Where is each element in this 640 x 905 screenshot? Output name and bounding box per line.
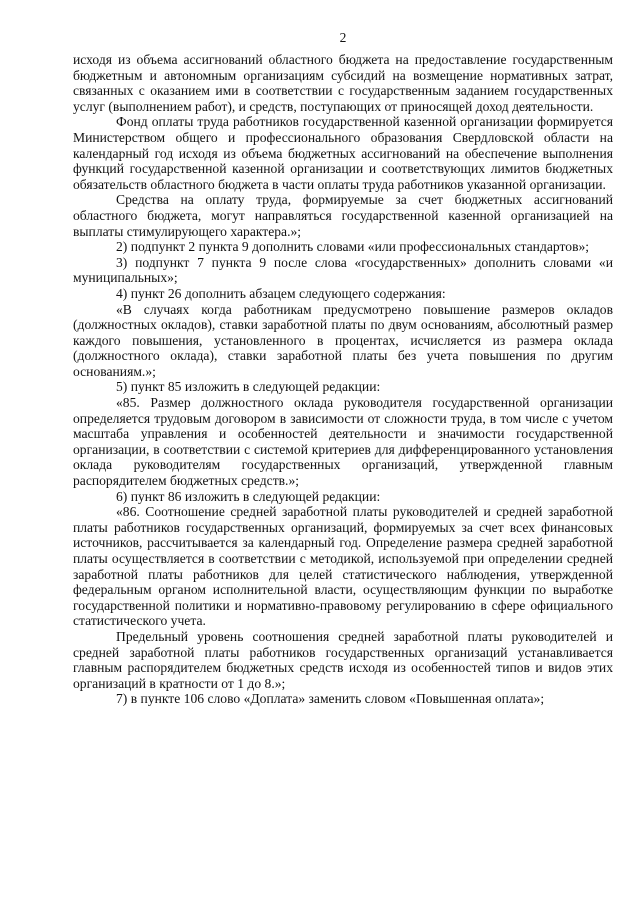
paragraph-salary-increase-quote: «В случаях когда работникам предусмотрено повышение размеров окладов (должностных окладов), ставки заработной платы по двум основаниям, абсолютный размер каждого повышения, установленного в процентах, исчисляется из размера оклада (должностного оклада), ставки заработной платы без учета повышения по другим основаниям.»; — [73, 301, 613, 379]
paragraph-amendment-5: 5) пункт 85 изложить в следующей редакции: — [116, 379, 381, 395]
paragraph-amendment-2: 2) подпункт 2 пункта 9 дополнить словами «или профессиональных стандартов»; — [116, 239, 590, 255]
paragraph-amendment-3: 3) подпункт 7 пункта 9 после слова «государственных» дополнить словами «и муниципальных»; — [73, 254, 613, 286]
paragraph-subsidies-funding: исходя из объема ассигнований областного бюджета на предоставление государственным бюджетным и автономным организациям субсидий на возмещение нормативных затрат, связанных с оказанием ими в соответствии с государственным заданием государственных услуг (выполнением работ), и средств, поступающих от приносящей доход деятельности. — [73, 52, 613, 114]
paragraph-amendment-6: 6) пункт 86 изложить в следующей редакции: — [116, 488, 381, 504]
paragraph-clause-85-quote: «85. Размер должностного оклада руководителя государственной организации определяется трудовым договором в зависимости от сложности труда, в том числе с учетом масштаба управления и особенностей деятельности и значимости государственной организации, в соответствии с системой критериев для дифференцированного установления оклада руководителям государственных организаций, утвержденной главным распорядителем бюджетных средств.»; — [73, 395, 613, 489]
document-page — [73, 30, 613, 707]
paragraph-amendment-4: 4) пункт 26 дополнить абзацем следующего содержания: — [116, 285, 446, 301]
page-number: 2 — [339, 30, 347, 45]
paragraph-salary-ratio-limit: Предельный уровень соотношения средней заработной платы руководителей и средней заработной платы работников государственных организаций устанавливается главным распорядителем бюджетных средств исходя из особенностей типов и видов этих организаций в кратности от 1 до 8.»; — [73, 628, 613, 691]
paragraph-incentive-payments: Средства на оплату труда, формируемые за счет бюджетных ассигнований областного бюджета, могут направляться государственной казенной организацией на выплаты стимулирующего характера.»; — [73, 192, 613, 239]
paragraph-state-institution-wage-fund: Фонд оплаты труда работников государственной казенной организации формируется Министерством общего и профессионального образования Свердловской области на календарный год исходя из объема бюджетных ассигнований на обеспечение выполнения функций государственной казенной организации и соответствующих лимитов бюджетных обязательств областного бюджета в части оплаты труда работников указанной организации. — [73, 114, 613, 192]
paragraph-clause-86-quote: «86. Соотношение средней заработной платы руководителей и средней заработной платы работников государственных организаций, формируемых за счет всех финансовых источников, рассчитывается за календарный год. Определение размера средней заработной платы осуществляется в соответствии с методикой, используемой при определении средней заработной платы работников для целей статистического наблюдения, утвержденной федеральным органом исполнительной власти, осуществляющим функции по выработке государственной политики и нормативно-правовому регулированию в сфере официального статистического учета. — [73, 504, 613, 629]
paragraph-amendment-7: 7) в пункте 106 слово «Доплата» заменить словом «Повышенная оплата»; — [116, 691, 545, 707]
